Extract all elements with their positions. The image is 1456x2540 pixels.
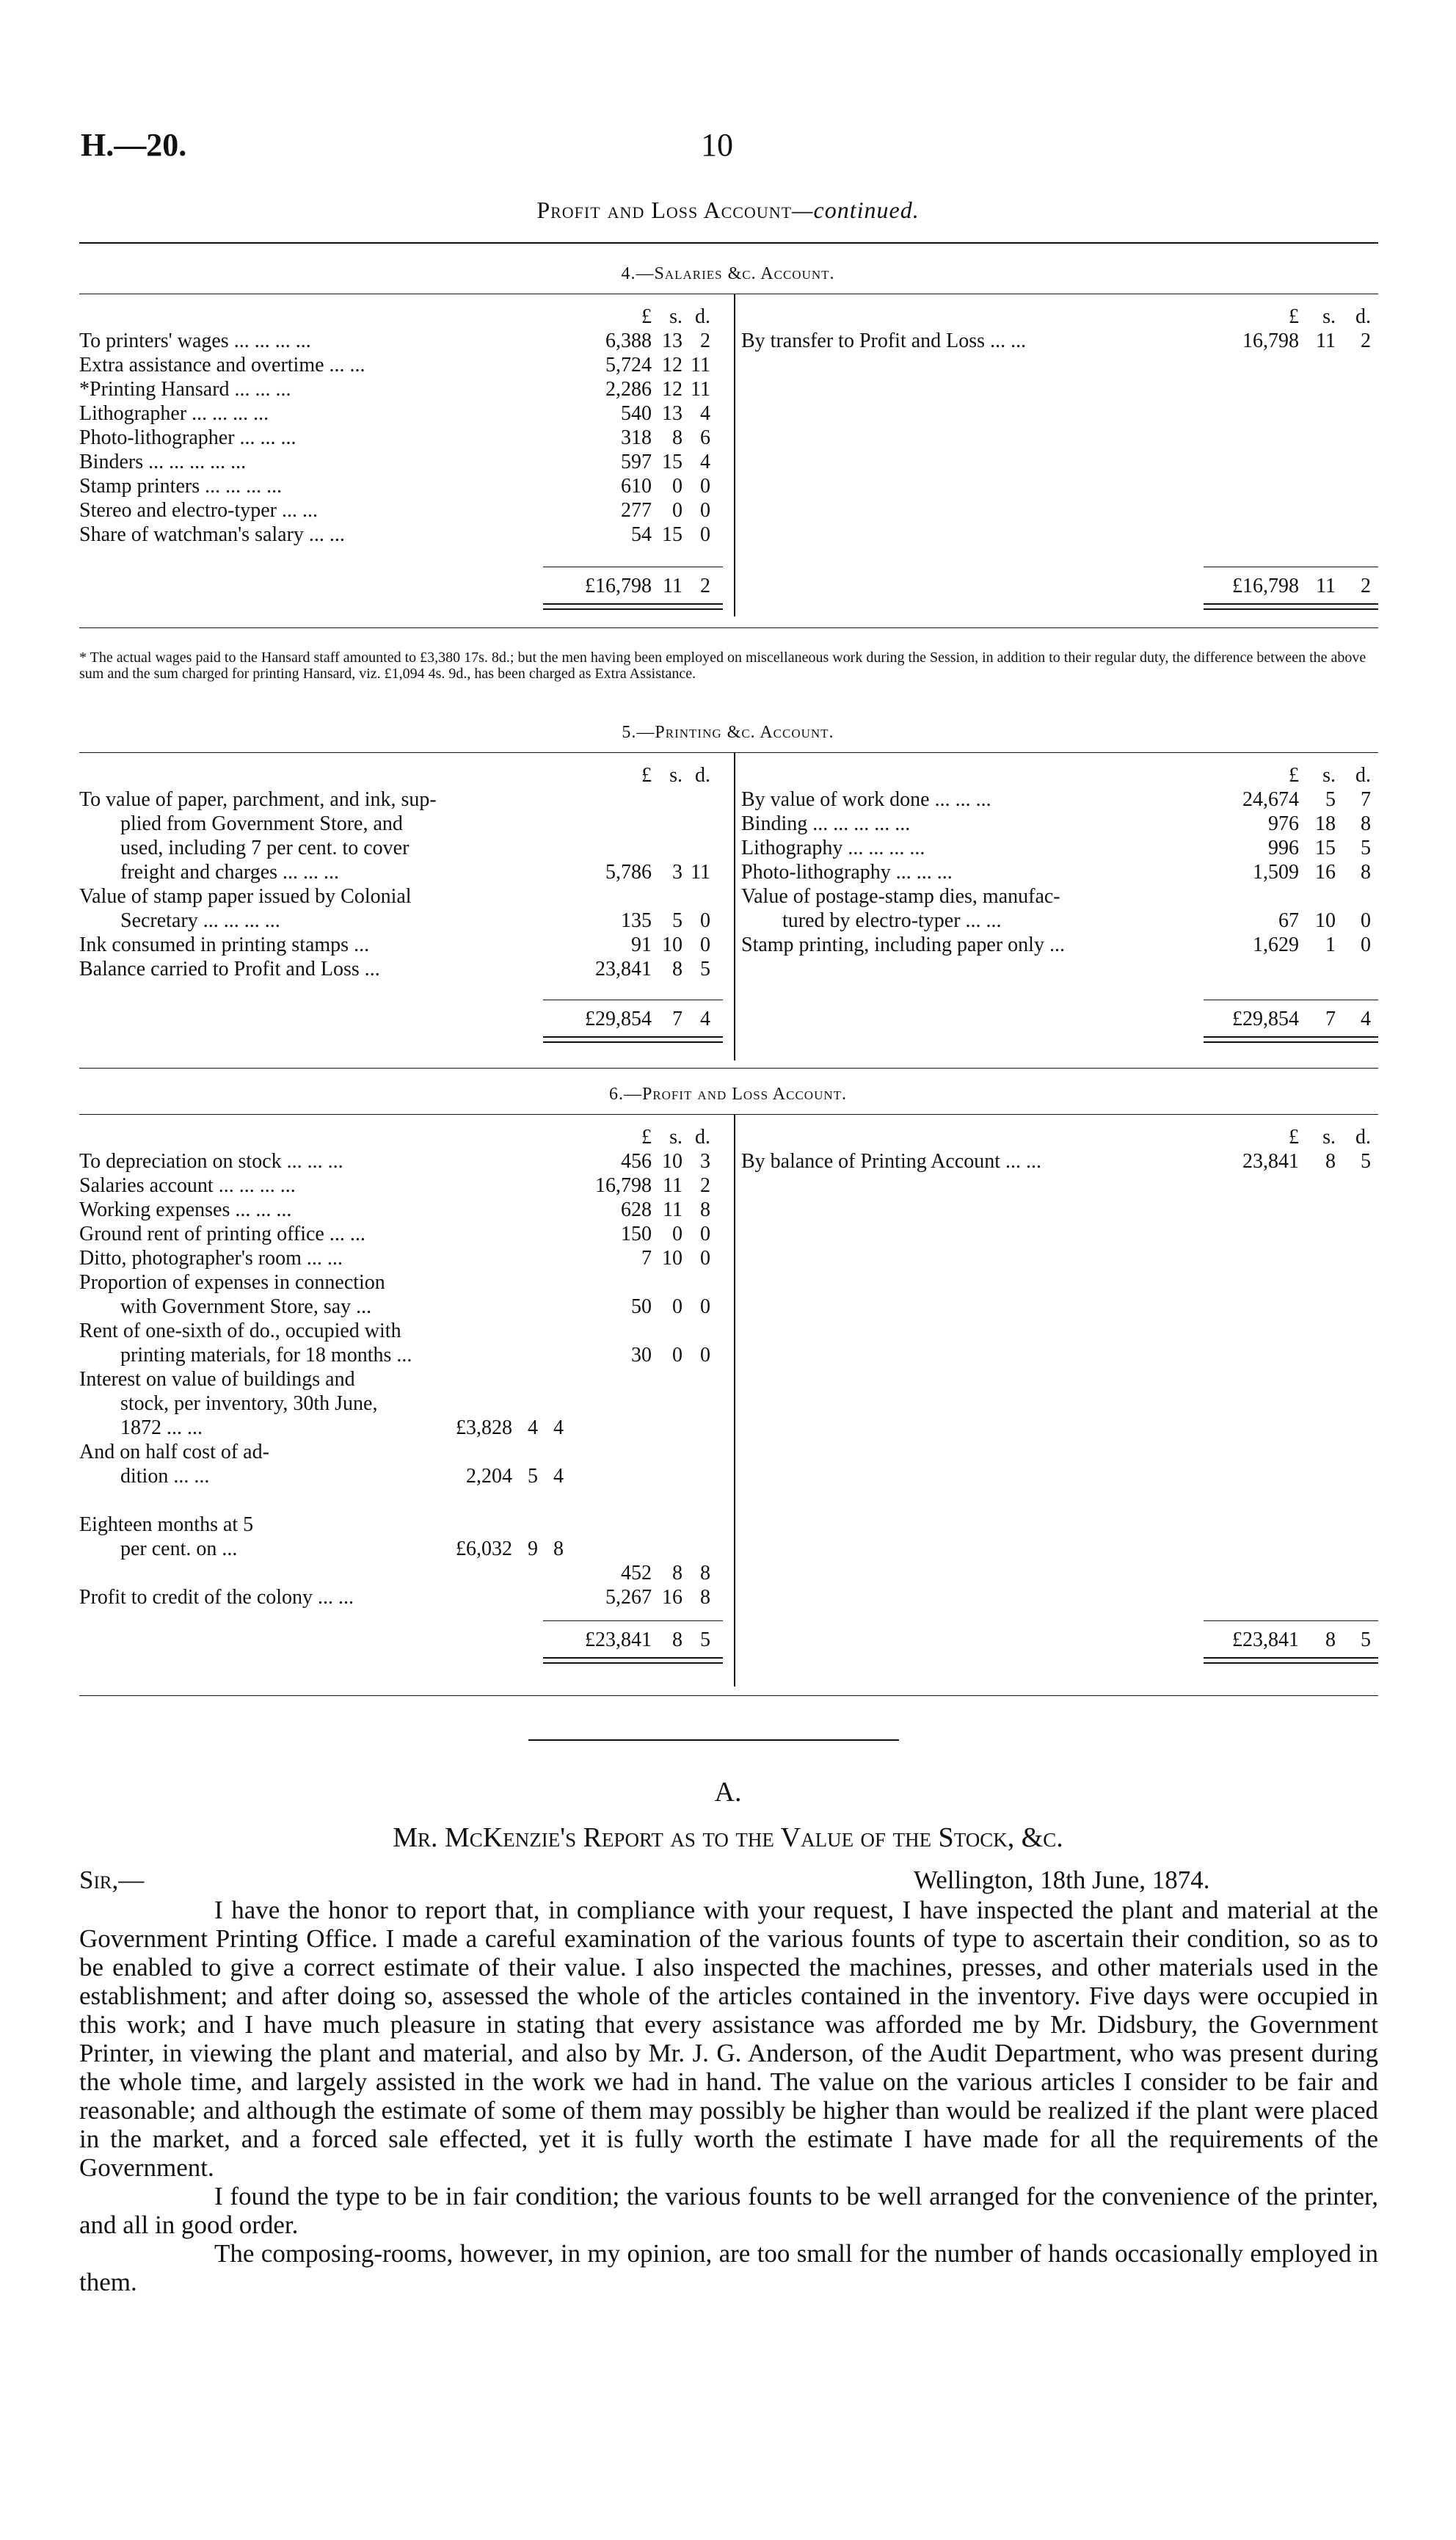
amount-d: 8 [1361,861,1371,884]
amount-l: 2,286 [605,378,652,401]
section-6-left-column [79,1125,725,1609]
currency-heading-pounds: £ [1289,305,1299,328]
total-right-s: 8 [1325,1629,1336,1651]
section-6-heading: 6.—Profit and Loss Account. [608,1085,848,1104]
account-line-label: Ditto, photographer's room ... ... [79,1247,343,1270]
currency-heading-shillings: s. [669,305,682,328]
report-paragraph: I have the honor to report that, in compliance with your request, I have inspected the plant and material at the Government Printing Office. I made a careful examination of the various founts of type to ascertain their condition, so as to be enabled to give a correct estimate of their value. I also inspected the machines, presses, and other materials used in the establishment; and after doing so, assessed the whole of the articles contained in the inventory. Five days were occupied in this work; and I have much pleasure in stating that every assistance was afforded me by Mr. Didsbury, the Government Printer, in viewing the plant and material, and also by Mr. J. G. Anderson, of the Audit Department, who was present during the whole time, and largely assisted in the work we had in hand. The value on the various articles I consider to be fair and reasonable; and although the estimate of some of them may possibly be higher than would be realized if the plant were placed in the market, and a forced sale effected, yet it is fully worth the estimate I have made for all the requirements of the Government. [79,1896,1378,2182]
page-title [0,197,1456,224]
divider [79,1114,1378,1115]
amount-l: 135 [621,909,652,932]
appendix-letter: A. [714,1777,742,1808]
amount-il: £6,032 [456,1538,512,1560]
amount-l: 1,509 [1253,861,1299,884]
account-line-label: And on half cost of ad- [79,1441,269,1463]
double-rule [1204,603,1378,610]
amount-d: 4 [700,402,710,425]
amount-id: 4 [553,1416,564,1439]
amount-s: 3 [672,861,682,884]
document-id: H.—20. [81,127,187,163]
amount-l: 67 [1278,909,1299,932]
amount-d: 0 [700,909,710,932]
amount-s: 8 [672,1562,682,1584]
amount-l: 91 [631,934,652,956]
amount-s: 15 [662,523,682,546]
account-line [79,1246,725,1270]
account-line-label: Salaries account ... ... ... ... [79,1174,296,1197]
amount-d: 0 [700,499,710,522]
account-line [79,836,725,860]
account-line [79,329,725,353]
amount-s: 16 [662,1586,682,1609]
amount-d: 6 [700,426,710,449]
amount-l: 277 [621,499,652,522]
amount-l: 7 [641,1247,652,1270]
account-line [741,812,1378,836]
amount-s: 10 [1315,909,1336,932]
amount-d: 0 [700,475,710,498]
amount-d: 0 [700,1247,710,1270]
account-line [79,1464,725,1488]
total-left-d: 2 [700,575,710,597]
footnote: * The actual wages paid to the Hansard staff amounted to £3,380 17s. 8d.; but the men having been employed on miscellaneous work during the Session, in addition to their regular duty, the difference between the above sum and the sum charged for printing Hansard, viz. £1,094 4s. 9d., has been charged as Extra Assistance. [79,649,1366,682]
amount-l: 24,674 [1242,788,1299,811]
report-title: Mr. McKenzie's Report as to the Value of the Stock, &c. [393,1822,1063,1853]
account-line-label: Proportion of expenses in connection [79,1271,385,1294]
amount-l: 6,388 [605,330,652,352]
account-line-label: Working expenses ... ... ... [79,1198,292,1221]
section-5-left-column [79,763,725,981]
section-5-heading: 5.—Printing &c. Account. [622,723,834,742]
double-rule [1204,1036,1378,1043]
total-right-d: 5 [1361,1629,1371,1651]
column-divider [734,1114,735,1686]
amount-s: 11 [663,1198,682,1221]
divider [79,752,1378,753]
amount-l: 16,798 [1242,330,1299,352]
amount-d: 2 [700,1174,710,1197]
account-line [79,1319,725,1343]
amount-s: 13 [662,330,682,352]
total-right-l: £23,841 [1232,1629,1299,1651]
section-4-totals [79,574,1378,598]
amount-s: 0 [672,1295,682,1318]
amount-s: 8 [672,426,682,449]
account-line-label: Photo-lithographer ... ... ... [79,426,296,449]
amount-l: 5,267 [605,1586,652,1609]
total-right-d: 2 [1361,575,1371,597]
divider [79,242,1378,244]
account-line-label: To depreciation on stock ... ... ... [79,1150,343,1173]
account-line-label: Stamp printers ... ... ... ... [79,475,283,498]
report-paragraph: I found the type to be in fair condition; the various founts to be well arranged for the convenience of the printer, and all in good order. [79,2182,1378,2239]
total-right-l: £16,798 [1232,575,1299,597]
account-line-label: plied from Government Store, and [120,812,403,835]
amount-d: 5 [1361,1150,1371,1173]
account-line [79,812,725,836]
total-left-d: 5 [700,1629,710,1651]
amount-l: 150 [621,1223,652,1245]
account-line [79,1367,725,1391]
account-line [741,909,1378,933]
double-rule [543,1657,723,1664]
amount-s: 5 [1325,788,1336,811]
account-line-label: Lithography ... ... ... ... [741,837,925,859]
account-line [79,909,725,933]
currency-heading-pence: d. [695,764,710,787]
double-rule [1204,1657,1378,1664]
total-left-s: 7 [672,1008,682,1030]
total-left-l: £29,854 [585,1008,652,1030]
amount-s: 12 [662,354,682,376]
amount-d: 5 [1361,837,1371,859]
amount-d: 0 [1361,934,1371,956]
amount-l: 16,798 [595,1174,652,1197]
amount-d: 0 [1361,909,1371,932]
amount-il: £3,828 [456,1416,512,1439]
account-line-label: stock, per inventory, 30th June, [120,1392,378,1415]
amount-s: 13 [662,402,682,425]
account-line-label: printing materials, for 18 months ... [120,1344,412,1367]
page-number: 10 [701,127,733,163]
account-line [741,836,1378,860]
amount-d: 4 [700,451,710,473]
page-title-continued: —continued. [792,197,920,223]
total-right-l: £29,854 [1232,1008,1299,1030]
amount-s: 0 [672,1344,682,1367]
amount-l: 597 [621,451,652,473]
amount-d: 0 [700,523,710,546]
account-line-label: Secretary ... ... ... ... [120,909,280,932]
account-line [79,1343,725,1367]
column-divider [734,294,735,616]
amount-s: 10 [662,1150,682,1173]
total-left-s: 8 [672,1629,682,1651]
amount-l: 610 [621,475,652,498]
total-right-d: 4 [1361,1008,1371,1030]
account-line-label: To value of paper, parchment, and ink, sup- [79,788,437,811]
amount-s: 0 [672,1223,682,1245]
account-line-label: Profit to credit of the colony ... ... [79,1586,354,1609]
currency-heading-shillings: s. [1322,1126,1336,1149]
report-body [79,1896,1378,2296]
amount-s: 8 [672,958,682,980]
divider [79,627,1378,628]
account-line [79,1416,725,1440]
amount-l: 50 [631,1295,652,1318]
currency-heading-pence: d. [695,305,710,328]
currency-heading-pounds: £ [1289,764,1299,787]
amount-d: 5 [700,958,710,980]
amount-d: 2 [700,330,710,352]
account-line [79,957,725,981]
amount-l: 540 [621,402,652,425]
account-line-label: Binding ... ... ... ... ... [741,812,911,835]
currency-heading-pounds: £ [641,305,652,328]
account-line-label: Lithographer ... ... ... ... [79,402,269,425]
report-paragraph: The composing-rooms, however, in my opinion, are too small for the number of hands occasionally employed in them. [79,2239,1378,2296]
section-4-left-column [79,305,725,547]
account-line-label: Binders ... ... ... ... ... [79,451,247,473]
amount-l: 54 [631,523,652,546]
section-6-right-column [741,1125,1378,1173]
amount-is: 4 [528,1416,538,1439]
amount-l: 1,629 [1253,934,1299,956]
account-line-label: per cent. on ... [120,1538,238,1560]
account-line [79,884,725,909]
account-line-label: Ink consumed in printing stamps ... [79,934,370,956]
amount-d: 0 [700,934,710,956]
amount-l: 456 [621,1150,652,1173]
amount-s: 11 [1316,330,1336,352]
amount-l: 23,841 [595,958,652,980]
account-line-label: By balance of Printing Account ... ... [741,1150,1042,1173]
amount-id: 8 [553,1538,564,1560]
account-line-label: To printers' wages ... ... ... ... [79,330,311,352]
account-line-label: Stamp printing, including paper only ... [741,934,1065,956]
account-line [741,884,1378,909]
amount-is: 5 [528,1465,538,1488]
amount-d: 11 [691,861,710,884]
amount-d: 2 [1361,330,1371,352]
account-line [79,353,725,377]
account-line [741,787,1378,812]
column-headings [741,763,1378,787]
account-line [79,474,725,498]
account-line [79,1149,725,1173]
account-line-label: Balance carried to Profit and Loss ... [79,958,380,980]
amount-l: 976 [1268,812,1299,835]
account-line-label: Extra assistance and overtime ... ... [79,354,365,376]
account-line [79,1561,725,1585]
amount-d: 7 [1361,788,1371,811]
amount-s: 10 [662,1247,682,1270]
amount-d: 8 [1361,812,1371,835]
amount-s: 16 [1315,861,1336,884]
amount-s: 18 [1315,812,1336,835]
amount-d: 0 [700,1344,710,1367]
account-line-label: Stereo and electro-typer ... ... [79,499,318,522]
amount-s: 10 [662,934,682,956]
amount-l: 996 [1268,837,1299,859]
currency-heading-shillings: s. [1322,764,1336,787]
account-line [741,860,1378,884]
account-line-label: Ground rent of printing office ... ... [79,1223,365,1245]
amount-il: 2,204 [466,1465,512,1488]
currency-heading-shillings: s. [1322,305,1336,328]
section-5-totals [79,1007,1378,1031]
account-line-label: Interest on value of buildings and [79,1368,355,1391]
amount-s: 8 [1325,1150,1336,1173]
account-line [79,1198,725,1222]
amount-l: 318 [621,426,652,449]
amount-s: 15 [1315,837,1336,859]
account-line-label: Share of watchman's salary ... ... [79,523,345,546]
amount-l: 5,786 [605,861,652,884]
account-line [79,1513,725,1537]
amount-d: 0 [700,1223,710,1245]
currency-heading-pounds: £ [641,1126,652,1149]
amount-d: 11 [691,354,710,376]
amount-d: 11 [691,378,710,401]
total-right-s: 11 [1316,575,1336,597]
amount-l: 452 [621,1562,652,1584]
account-line [79,426,725,450]
currency-heading-pence: d. [1355,1126,1371,1149]
amount-l: 30 [631,1344,652,1367]
totals-line [79,1007,1378,1031]
page-title-main: Profit and Loss Account [536,197,793,223]
account-line-label: Rent of one-sixth of do., occupied with [79,1320,401,1342]
total-left-l: £23,841 [585,1629,652,1651]
amount-d: 8 [700,1562,710,1584]
amount-d: 8 [700,1586,710,1609]
amount-d: 8 [700,1198,710,1221]
totals-line [79,574,1378,598]
account-line [79,1488,725,1513]
currency-heading-pounds: £ [641,764,652,787]
total-left-s: 11 [663,575,682,597]
column-headings [79,1125,725,1149]
double-rule [543,603,723,610]
column-headings [79,763,725,787]
column-headings [741,305,1378,329]
account-line [79,1391,725,1416]
totals-line [79,1628,1378,1652]
account-line [741,1149,1378,1173]
account-line-label: Eighteen months at 5 [79,1513,254,1536]
section-4-right-column [741,305,1378,353]
amount-id: 4 [553,1465,564,1488]
amount-is: 9 [528,1538,538,1560]
account-line [79,787,725,812]
section-6-totals [79,1628,1378,1652]
amount-s: 1 [1325,934,1336,956]
account-line [79,1440,725,1464]
account-line-label: dition ... ... [120,1465,210,1488]
amount-d: 3 [700,1150,710,1173]
account-line [79,523,725,547]
account-line [79,401,725,426]
account-line-label: By value of work done ... ... ... [741,788,991,811]
account-line-label: used, including 7 per cent. to cover [120,837,410,859]
amount-s: 5 [672,909,682,932]
currency-heading-pence: d. [695,1126,710,1149]
amount-s: 0 [672,475,682,498]
amount-s: 0 [672,499,682,522]
currency-heading-pence: d. [1355,305,1371,328]
section-4-heading: 4.—Salaries &c. Account. [621,264,835,283]
double-rule [543,1036,723,1043]
account-line-label: *Printing Hansard ... ... ... [79,378,291,401]
amount-l: 23,841 [1242,1150,1299,1173]
account-line [741,329,1378,353]
amount-l: 5,724 [605,354,652,376]
section-5-right-column [741,763,1378,957]
sum-rule [1204,1620,1378,1621]
currency-heading-shillings: s. [669,1126,682,1149]
account-line-label: 1872 ... ... [120,1416,203,1439]
account-line [79,1173,725,1198]
column-headings [79,305,725,329]
account-line [79,933,725,957]
total-right-s: 7 [1325,1008,1336,1030]
dateline: Wellington, 18th June, 1874. [914,1866,1210,1894]
divider [79,1695,1378,1696]
account-line-label: By transfer to Profit and Loss ... ... [741,330,1027,352]
account-line-label: Value of postage-stamp dies, manufac- [741,885,1060,908]
divider [79,1068,1378,1069]
account-line-label: Value of stamp paper issued by Colonial [79,885,412,908]
salutation: Sir,— [79,1866,145,1894]
account-line [79,377,725,401]
currency-heading-pounds: £ [1289,1126,1299,1149]
separator-rule [528,1739,899,1741]
account-line [79,498,725,523]
currency-heading-pence: d. [1355,764,1371,787]
account-line [79,1295,725,1319]
total-left-l: £16,798 [585,575,652,597]
account-line-label: freight and charges ... ... ... [120,861,340,884]
account-line [741,933,1378,957]
amount-d: 0 [700,1295,710,1318]
amount-s: 11 [663,1174,682,1197]
amount-s: 15 [662,451,682,473]
column-headings [741,1125,1378,1149]
account-line [79,1222,725,1246]
currency-heading-shillings: s. [669,764,682,787]
account-line [79,1537,725,1561]
amount-s: 12 [662,378,682,401]
account-line-label: with Government Store, say ... [120,1295,372,1318]
amount-l: 628 [621,1198,652,1221]
account-line [79,1270,725,1295]
account-line-label: Photo-lithography ... ... ... [741,861,953,884]
account-line-label: tured by electro-typer ... ... [782,909,1002,932]
account-line [79,450,725,474]
total-left-d: 4 [700,1008,710,1030]
account-line [79,1585,725,1609]
account-line [79,860,725,884]
sum-rule [543,1620,723,1621]
